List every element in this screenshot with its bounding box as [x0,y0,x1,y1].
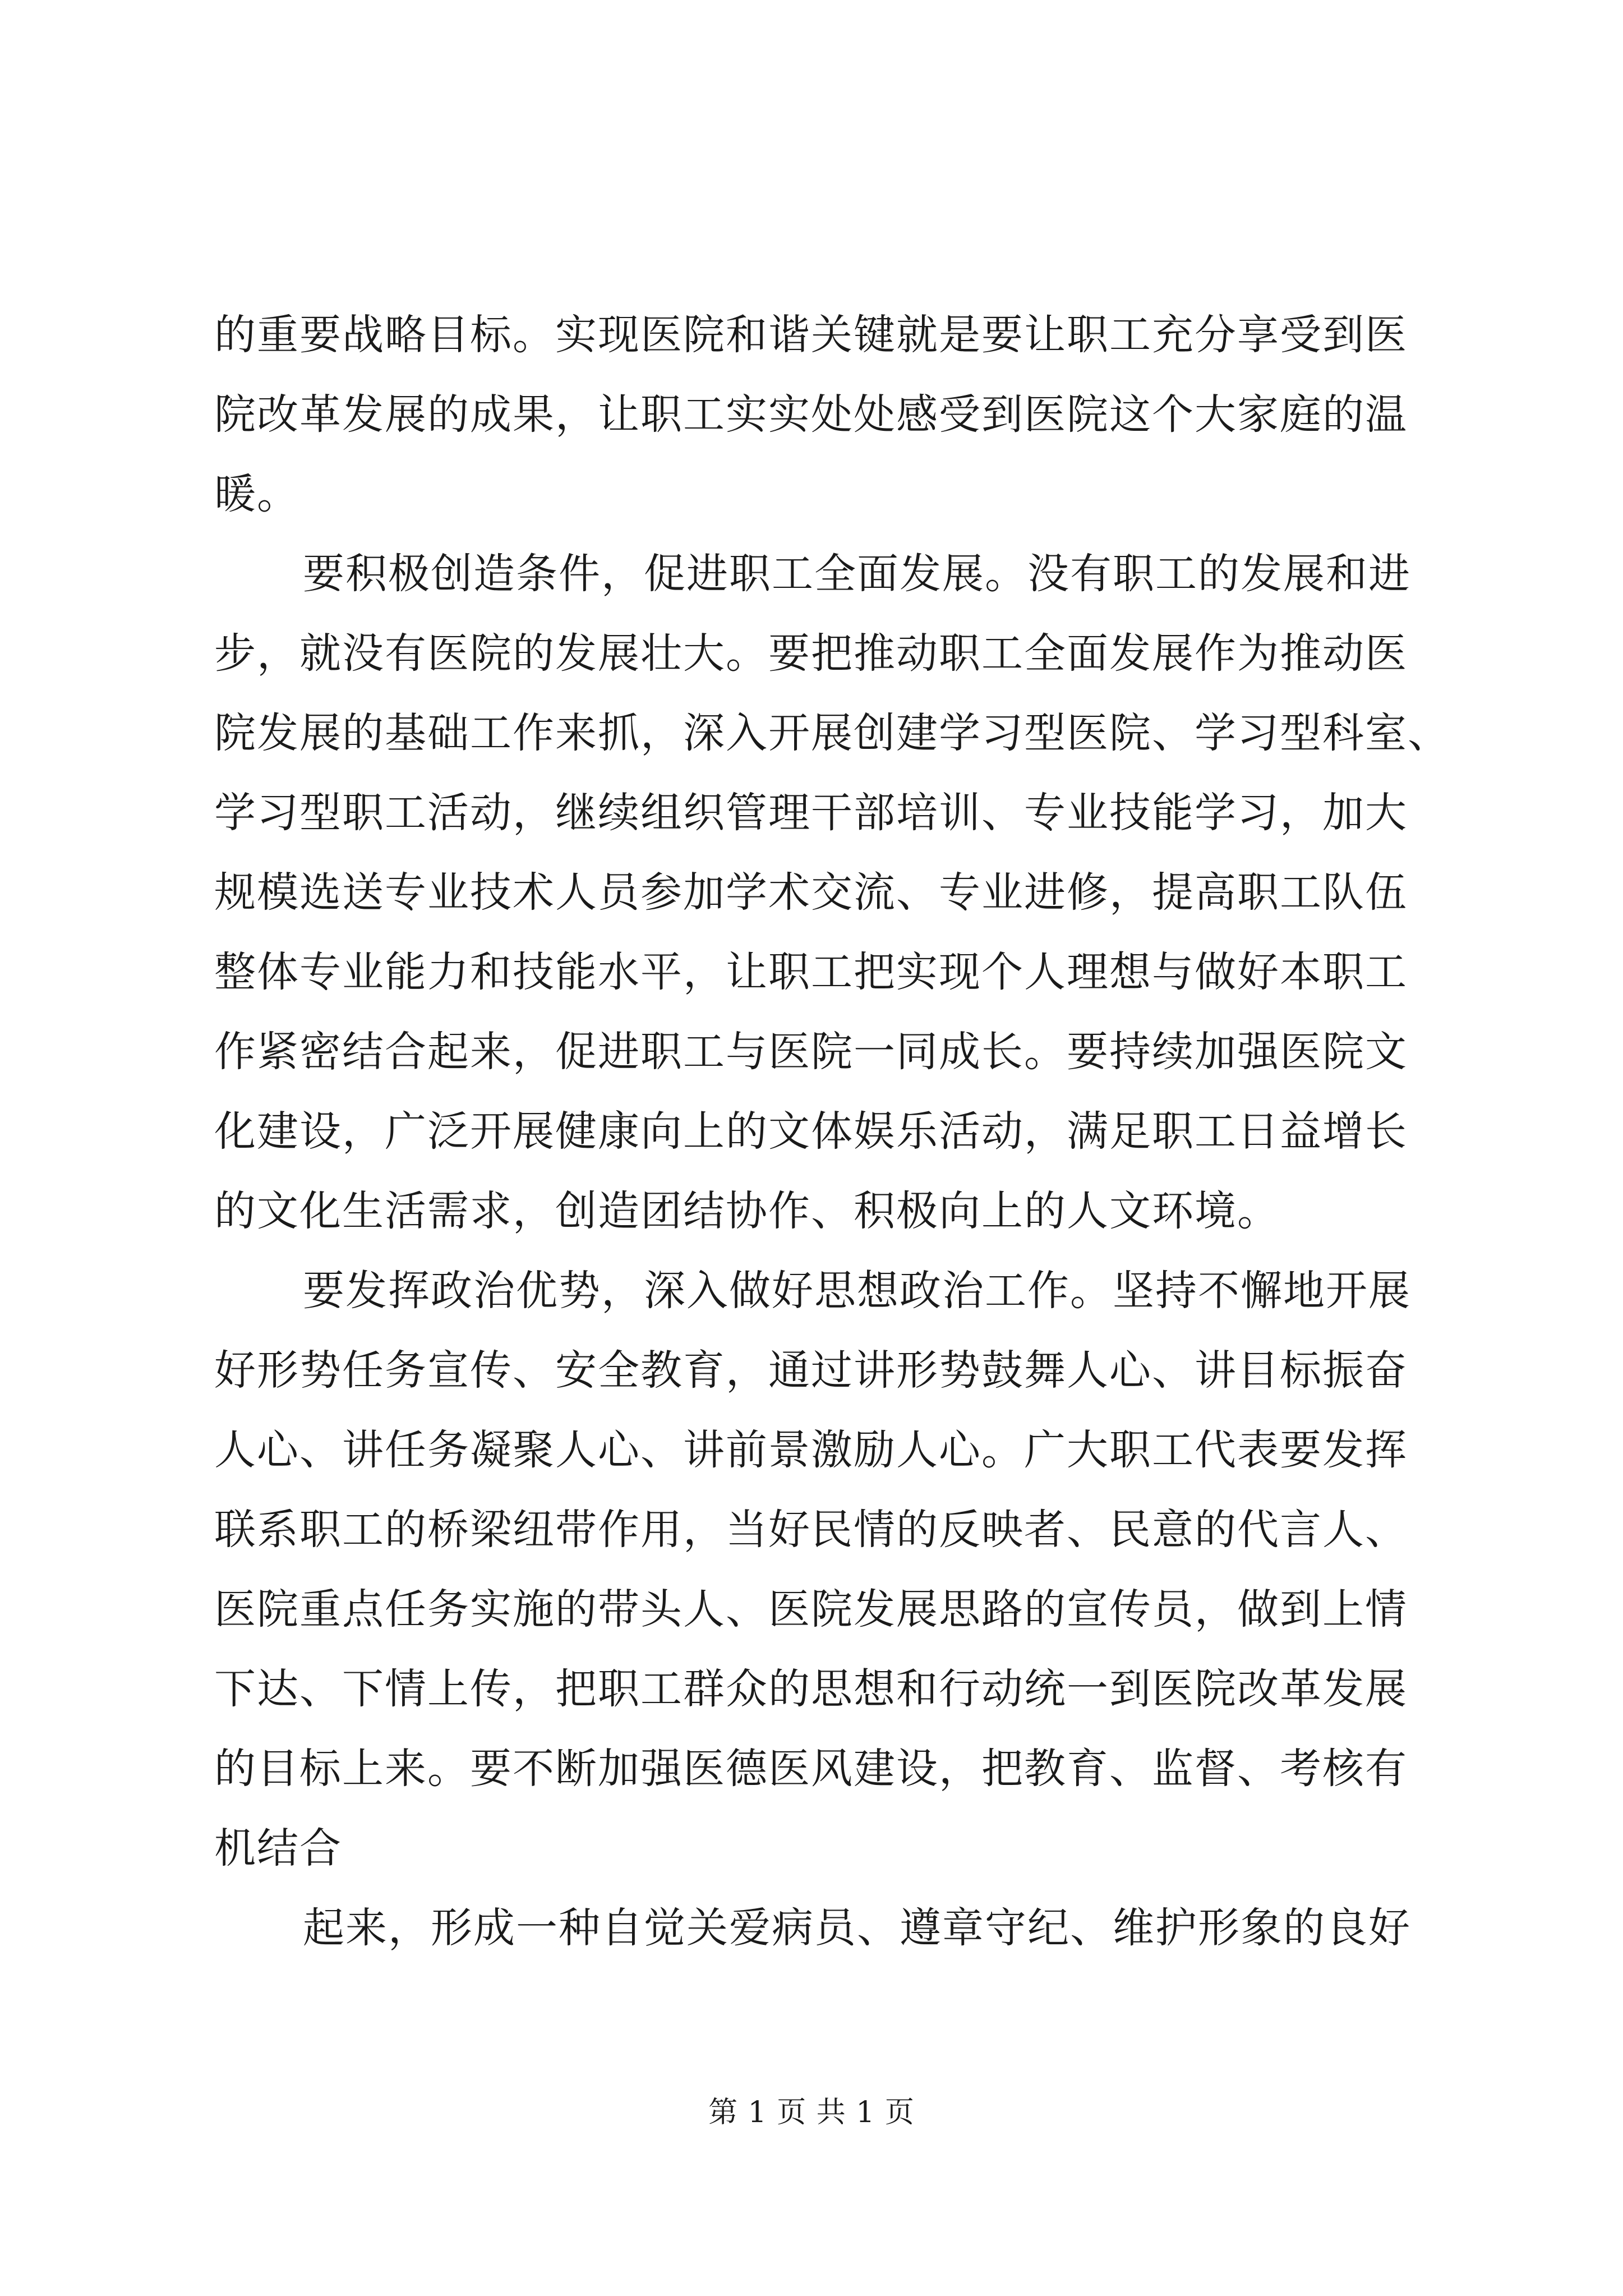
paragraph-3-line-2: 好形势任务宣传、安全教育，通过讲形势鼓舞人心、讲目标振奋 [214,1346,1408,1395]
paragraph-3-line-8: 机结合 [214,1824,342,1872]
paragraph-2-line-8: 化建设，广泛开展健康向上的文体娱乐活动，满足职工日益增长 [214,1107,1408,1156]
paragraph-3-line-5: 医院重点任务实施的带头人、医院发展思路的宣传员，做到上情 [214,1585,1408,1634]
paragraph-2-line-5: 规模选送专业技术人员参加学术交流、专业进修，提高职工队伍 [214,868,1408,917]
paragraph-2-line-6: 整体专业能力和技能水平，让职工把实现个人理想与做好本职工 [214,948,1408,996]
page-footer: 第 1 页 共 1 页 [708,2096,915,2129]
paragraph-3-line-4: 联系职工的桥梁纽带作用，当好民情的反映者、民意的代言人、 [214,1506,1408,1554]
paragraph-2-line-3: 院发展的基础工作来抓，深入开展创建学习型医院、学习型科室、 [214,709,1450,757]
paragraph-2-line-1: 要积极创造条件，促进职工全面发展。没有职工的发展和进 [303,550,1411,598]
paragraph-2-line-2: 步，就没有医院的发展壮大。要把推动职工全面发展作为推动医 [214,629,1408,678]
paragraph-3-line-7: 的目标上来。要不断加强医德医风建设，把教育、监督、考核有 [214,1745,1408,1793]
paragraph-3-line-1: 要发挥政治优势，深入做好思想政治工作。坚持不懈地开展 [303,1267,1411,1315]
paragraph-3-line-6: 下达、下情上传，把职工群众的思想和行动统一到医院改革发展 [214,1665,1408,1713]
paragraph-1-line-2: 院改革发展的成果，让职工实实处处感受到医院这个大家庭的温 [214,390,1408,439]
paragraph-3-line-3: 人心、讲任务凝聚人心、讲前景激励人心。广大职工代表要发挥 [214,1426,1408,1474]
paragraph-1-line-3: 暖。 [214,470,299,518]
paragraph-2-line-7: 作紧密结合起来，促进职工与医院一同成长。要持续加强医院文 [214,1028,1408,1076]
paragraph-2-line-9: 的文化生活需求，创造团结协作、积极向上的人文环境。 [214,1187,1280,1235]
paragraph-4-line-1: 起来，形成一种自觉关爱病员、遵章守纪、维护形象的良好 [303,1904,1411,1952]
paragraph-2-line-4: 学习型职工活动，继续组织管理干部培训、专业技能学习，加大 [214,789,1408,837]
paragraph-1-line-1: 的重要战略目标。实现医院和谐关键就是要让职工充分享受到医 [214,311,1408,359]
